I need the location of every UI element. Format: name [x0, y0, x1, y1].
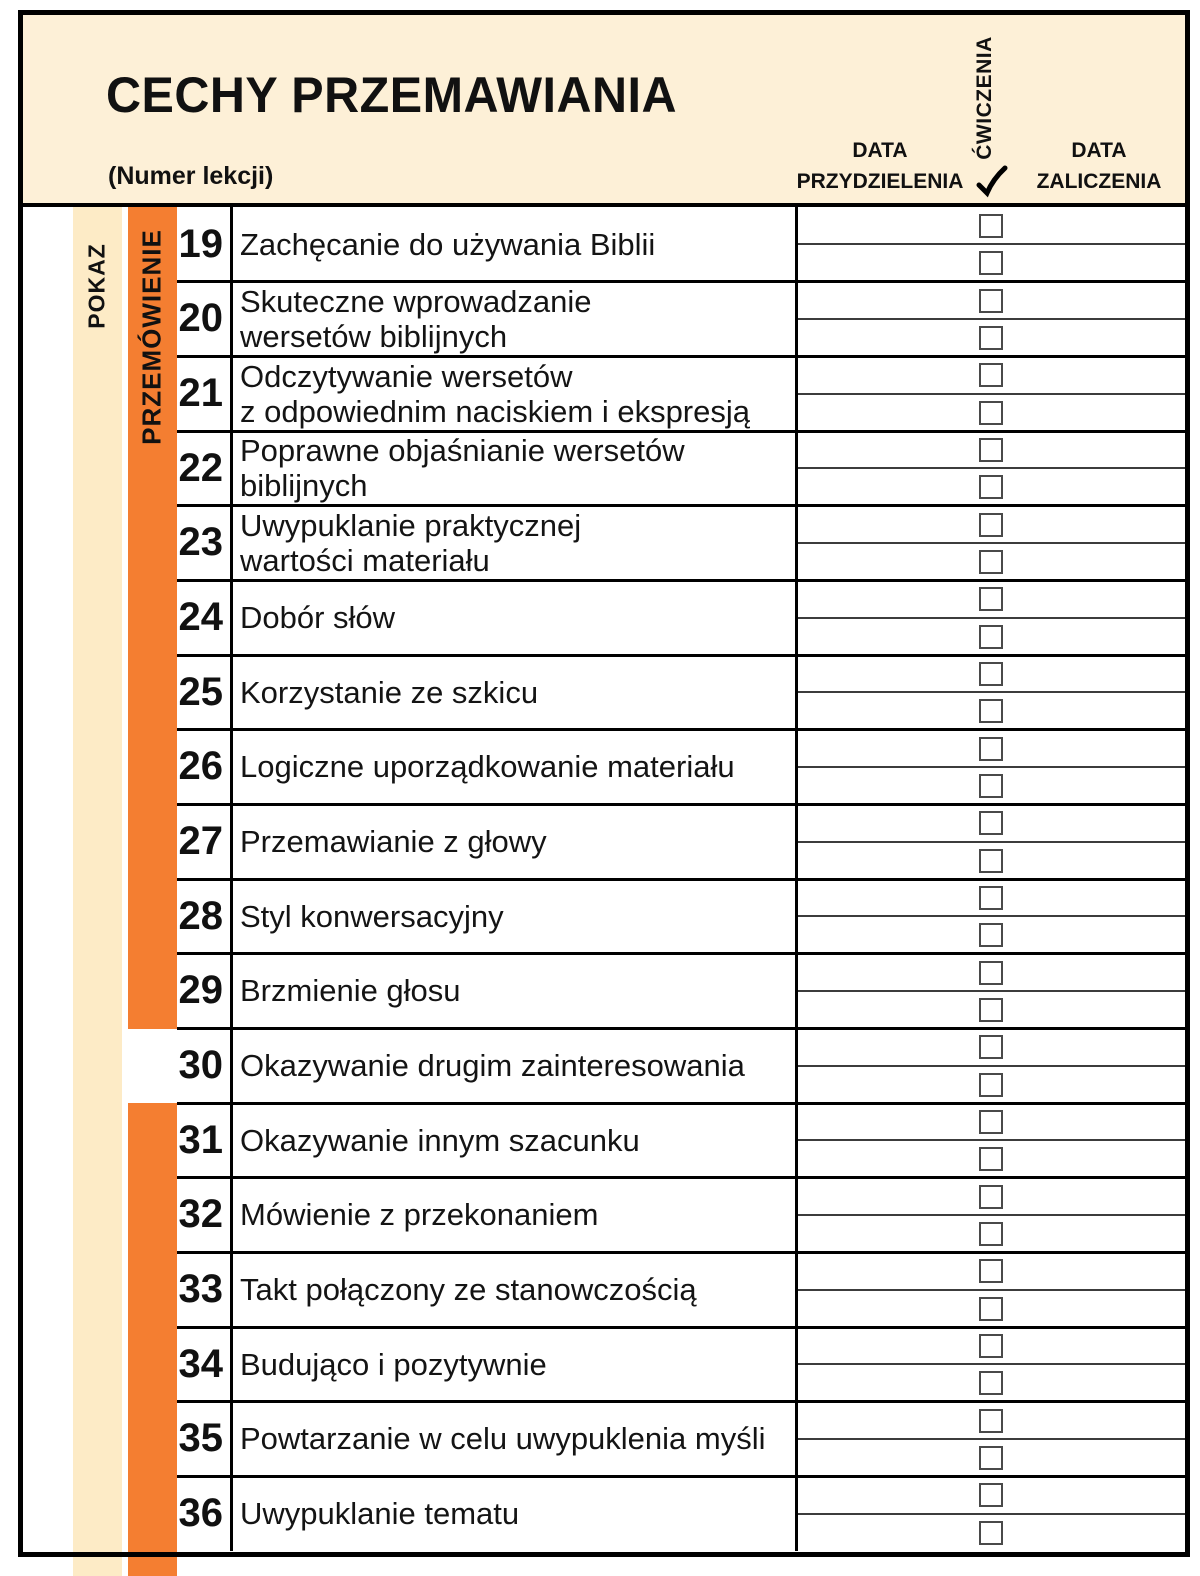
lesson-number: 35 [178, 1416, 223, 1461]
lesson-title-line: wersetów biblijnych [240, 318, 508, 354]
lesson-number: 36 [178, 1491, 223, 1536]
lesson-number: 23 [178, 520, 223, 565]
lesson-title-line: Uwypuklanie praktycznej [240, 507, 582, 543]
lesson-number: 21 [178, 371, 223, 416]
lesson-number: 22 [178, 445, 223, 490]
lesson-title-line: Uwypuklanie tematu [240, 1496, 520, 1532]
lesson-title-line: Korzystanie ze szkicu [240, 674, 539, 710]
lesson-number: 27 [178, 819, 223, 864]
lesson-title-line: Budująco i pozytywnie [240, 1346, 547, 1382]
lesson-title-line: z odpowiednim naciskiem i ekspresją [240, 393, 751, 429]
column-header-date-assigned-line1: DATA [852, 139, 908, 162]
lesson-title-line: Okazywanie innym szacunku [240, 1122, 640, 1158]
lesson-title-line: Logiczne uporządkowanie materiału [240, 749, 735, 785]
lesson-title-line: Dobór słów [240, 600, 396, 636]
lesson-number: 26 [178, 744, 223, 789]
lesson-title-line: wartości materiału [240, 542, 490, 578]
lesson-title-line: Skuteczne wprowadzanie [240, 283, 592, 319]
lesson-title-line: Przemawianie z głowy [240, 824, 547, 860]
lesson-number: 20 [178, 296, 223, 341]
column-header-date-assigned-line2: PRZYDZIELENIA [796, 170, 964, 193]
lesson-number: 19 [178, 221, 223, 266]
lesson-title-line: Mówienie z przekonaniem [240, 1197, 599, 1233]
column-header-exercises: ĆWICZENIA [973, 36, 996, 160]
lesson-number: 30 [178, 1043, 223, 1088]
lesson-number: 25 [178, 669, 223, 714]
lesson-title-line: Zachęcanie do używania Biblii [240, 226, 656, 262]
lesson-number: 31 [178, 1117, 223, 1162]
lesson-title-line: Powtarzanie w celu uwypuklenia myśli [240, 1421, 766, 1457]
lesson-title-line: Styl konwersacyjny [240, 898, 504, 934]
lesson-number: 34 [178, 1341, 223, 1386]
band-label-przemowienie: PRZEMÓWIENIE [136, 229, 167, 445]
lesson-title-line: Odczytywanie wersetów [240, 358, 573, 394]
lesson-number: 29 [178, 968, 223, 1013]
page-subtitle: (Numer lekcji) [108, 162, 274, 190]
band-label-pokaz: POKAZ [83, 243, 110, 329]
lesson-number: 32 [178, 1192, 223, 1237]
lesson-number: 24 [178, 595, 223, 640]
table-frame [18, 10, 1190, 1557]
lesson-number: 28 [178, 893, 223, 938]
column-header-date-completed-line2: ZALICZENIA [1036, 170, 1162, 193]
lesson-title-line: Brzmienie głosu [240, 973, 461, 1009]
page-title: CECHY PRZEMAWIANIA [106, 67, 678, 123]
lesson-title-line: Okazywanie drugim zainteresowania [240, 1048, 745, 1084]
lesson-title-line: Takt połączony ze stanowczością [240, 1272, 697, 1308]
lesson-number: 33 [178, 1267, 223, 1312]
column-header-date-completed-line1: DATA [1071, 139, 1127, 162]
lesson-title-line: Poprawne objaśnianie wersetów biblijnych [240, 433, 685, 504]
